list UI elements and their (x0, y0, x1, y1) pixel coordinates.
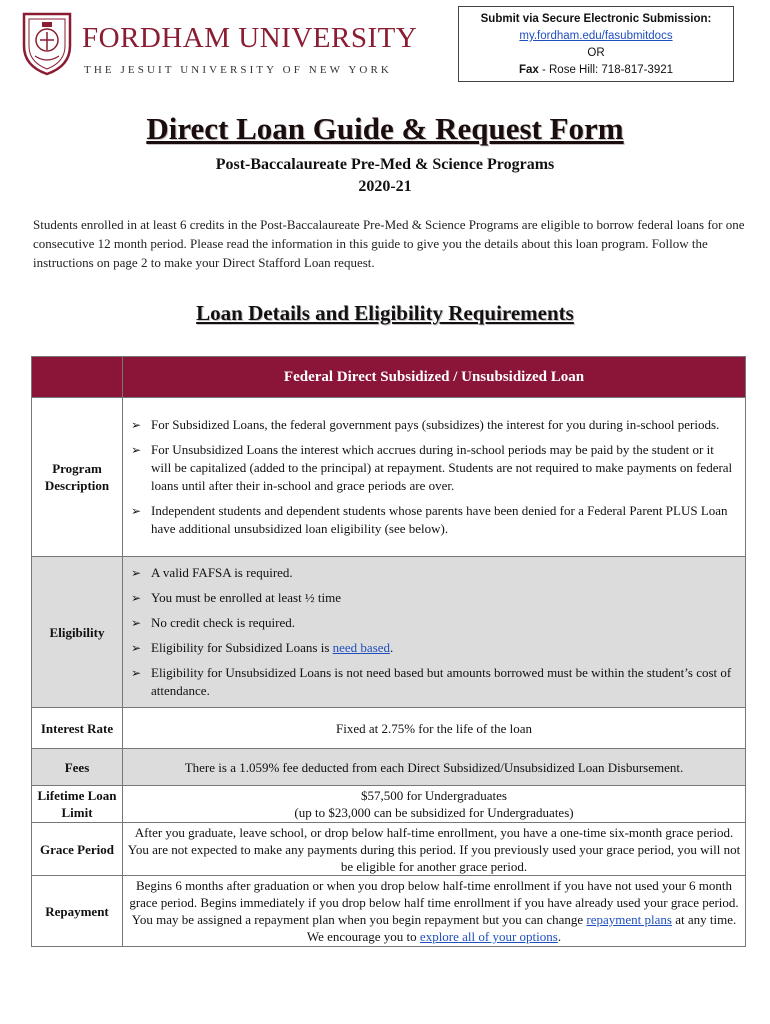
table-row (32, 708, 746, 749)
bullet-text-end: . (390, 640, 394, 655)
arrow-bullet-icon: ➢ (131, 443, 142, 457)
repayment-text-end: . (557, 929, 562, 944)
submission-instruction: Submit via Secure Electronic Submission: (480, 13, 712, 25)
section-title: Loan Details and Eligibility Requirements (196, 301, 574, 325)
list-item (129, 664, 737, 700)
award-year: 2020-21 (358, 178, 412, 195)
fax-line (459, 62, 733, 79)
bullet-text: Independent students and dependent students whose parents have been denied for a Federal Parent PLUS Loan have additional unsubsidized loan eligibility (see below). (151, 503, 728, 536)
page-subtitle: Post-Baccalaureate Pre-Med & Science Programs (215, 156, 555, 173)
interest-rate-value: Fixed at 2.75% for the life of the loan (123, 708, 746, 749)
list-item (129, 589, 737, 607)
list-item (129, 639, 737, 657)
university-name: FORDHAM UNIVERSITY (82, 22, 418, 54)
lifetime-limit-cell (123, 786, 746, 823)
bullet-text: A valid FAFSA is required. (151, 565, 293, 580)
page-title: Direct Loan Guide & Request Form (146, 111, 624, 146)
intro-paragraph: Students enrolled in at least 6 credits in the Post-Baccalaureate Pre-Med & Science Programs are eligible to borrow federal loans for one consecutive 12 month period. Please read the information in this guide to give you the details about this loan program. Follow the instructions on page 2 to make your Direct Stafford Loan request. (33, 217, 745, 270)
list-item (129, 416, 737, 434)
row-label-interest: Interest Rate (32, 708, 123, 749)
loan-details-table (31, 356, 746, 947)
university-tagline: THE JESUIT UNIVERSITY OF NEW YORK (84, 64, 392, 76)
repayment-text-mid: at any time. We encourage you to (306, 912, 737, 944)
bullet-text: For Subsidized Loans, the federal government pays (subsidizes) the interest for you during in-school periods. (151, 417, 720, 432)
row-label-grace: Grace Period (32, 823, 123, 876)
header-blank-cell (32, 357, 123, 398)
explore-options-link[interactable]: explore all of your options (419, 929, 558, 944)
table-row (32, 749, 746, 786)
list-item (129, 502, 737, 538)
need-based-link[interactable]: need based (332, 640, 391, 655)
arrow-bullet-icon: ➢ (131, 666, 142, 680)
fax-label: Fax (518, 64, 539, 76)
row-label-fees: Fees (32, 749, 123, 786)
program-description-cell (123, 398, 746, 557)
arrow-bullet-icon: ➢ (131, 566, 142, 580)
arrow-bullet-icon: ➢ (131, 616, 142, 630)
row-label-lifetime: Lifetime Loan Limit (32, 786, 123, 823)
table-header: Federal Direct Subsidized / Unsubsidized Loan (123, 357, 746, 398)
grace-period-value: After you graduate, leave school, or drop below half-time enrollment, you have a one-time six-month grace period. You are not expected to make any payments during this period. If you previously used your grace period, you will not be eligible for another grace period. (123, 823, 746, 876)
row-label-program: Program Description (32, 398, 123, 557)
bullet-text: Eligibility for Subsidized Loans is (151, 640, 333, 655)
table-row (32, 557, 746, 708)
row-label-repayment: Repayment (32, 876, 123, 947)
repayment-cell (123, 876, 746, 947)
submission-box (458, 6, 734, 82)
lifetime-limit-line2: (up to $23,000 can be subsidized for Undergraduates) (294, 805, 574, 820)
submission-link[interactable]: my.fordham.edu/fasubmitdocs (519, 30, 673, 42)
row-label-eligibility: Eligibility (32, 557, 123, 708)
arrow-bullet-icon: ➢ (131, 591, 142, 605)
table-row (32, 786, 746, 823)
bullet-text: For Unsubsidized Loans the interest which accrues during in-school periods may be paid by the student or it will be capitalized (added to the principal) at repayment. Students are not required to make payments on federal loans until after their in-school and grace periods are over. (151, 442, 733, 493)
bullet-text: No credit check is required. (151, 615, 296, 630)
fees-value: There is a 1.059% fee deducted from each Direct Subsidized/Unsubsidized Loan Disbursement. (123, 749, 746, 786)
fordham-seal-icon (20, 10, 74, 76)
list-item (129, 441, 737, 495)
table-header-row (32, 357, 746, 398)
arrow-bullet-icon: ➢ (131, 418, 142, 432)
bullet-text: You must be enrolled at least ½ time (151, 590, 342, 605)
repayment-plans-link[interactable]: repayment plans (586, 912, 672, 927)
table-row (32, 823, 746, 876)
submission-or: OR (587, 47, 605, 59)
lifetime-limit-line1: $57,500 for Undergraduates (361, 788, 507, 803)
eligibility-cell (123, 557, 746, 708)
fax-number: - Rose Hill: 718-817-3921 (538, 64, 674, 76)
table-row (32, 398, 746, 557)
repayment-text: Begins 6 months after graduation or when you drop below half-time enrollment if you have not used your 6 month grace period. Begins immediately if you drop below half time enrollment if you have already used your grace period. You may be assigned a repayment plan when you begin repayment but you can change (129, 878, 739, 927)
list-item (129, 564, 737, 582)
arrow-bullet-icon: ➢ (131, 641, 142, 655)
arrow-bullet-icon: ➢ (131, 504, 142, 518)
list-item (129, 614, 737, 632)
table-row (32, 876, 746, 947)
bullet-text: Eligibility for Unsubsidized Loans is not need based but amounts borrowed must be within the student’s cost of attendance. (151, 665, 732, 698)
